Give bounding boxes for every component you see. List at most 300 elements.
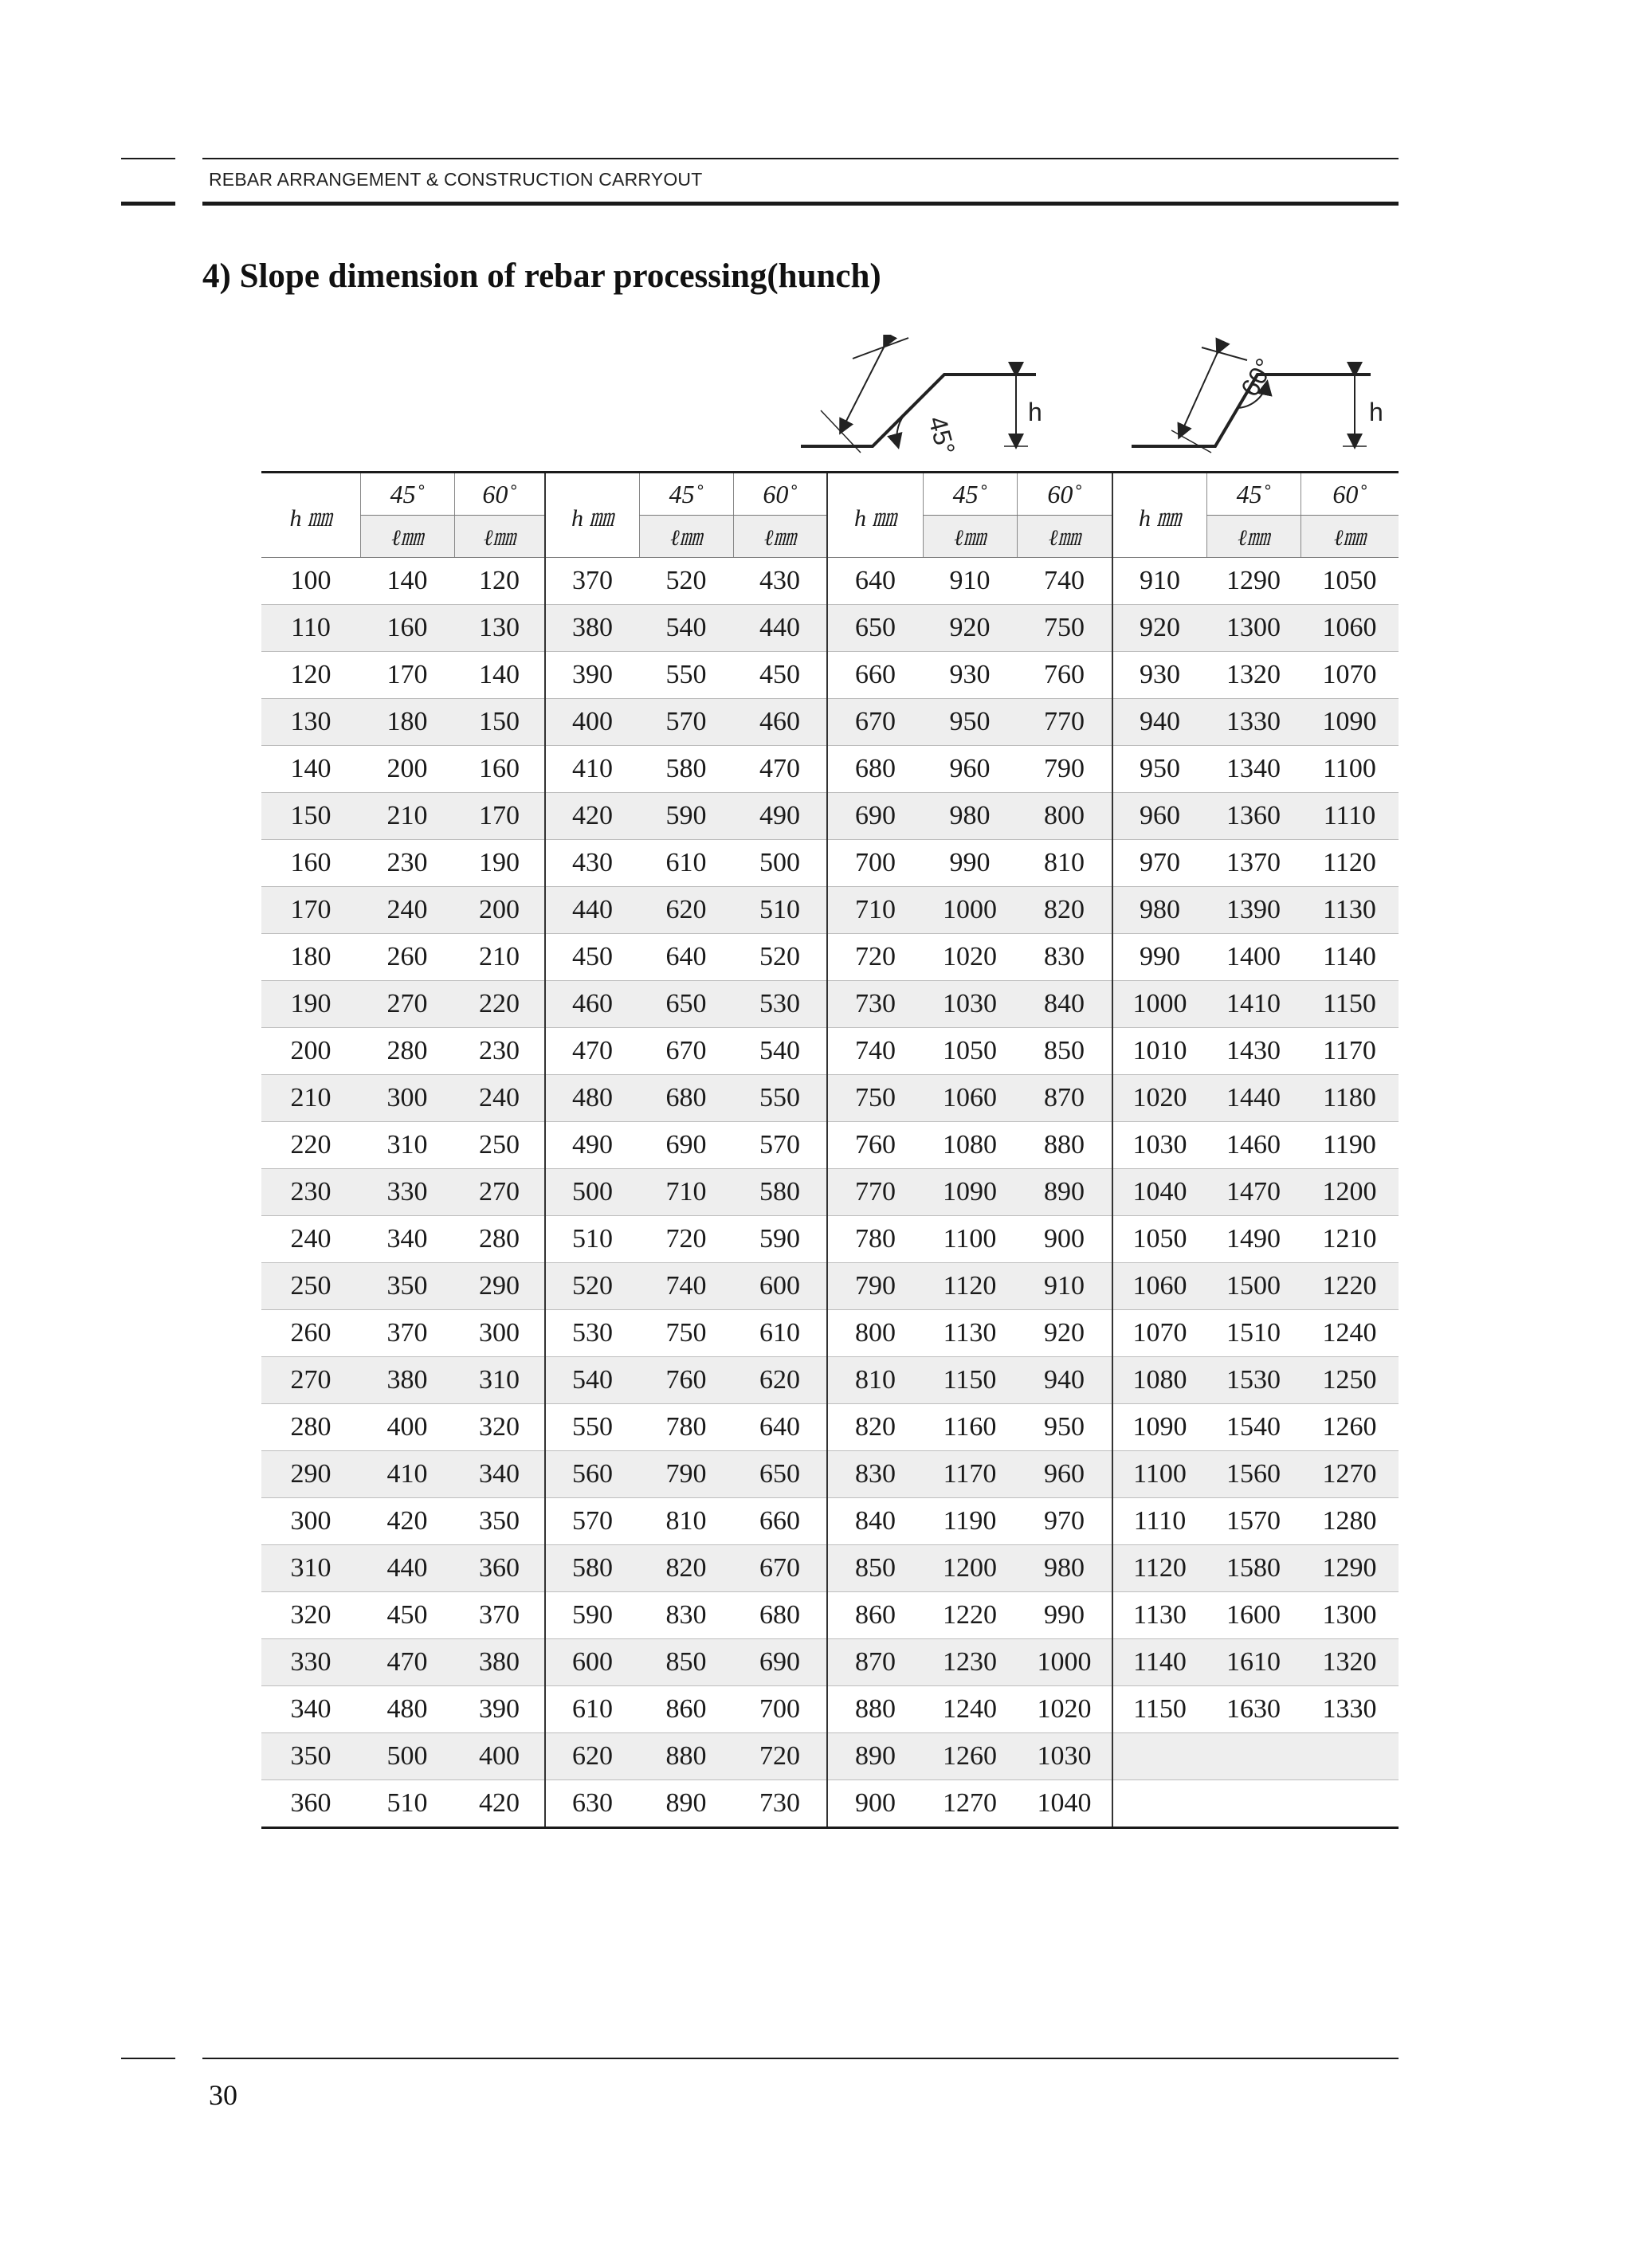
table-cell: 900	[827, 1780, 923, 1828]
table-cell: 1010	[1112, 1028, 1206, 1075]
table-cell: 180	[360, 699, 454, 746]
table-cell: 1190	[923, 1498, 1017, 1545]
table-cell: 820	[1017, 887, 1112, 934]
table-cell: 460	[545, 981, 639, 1028]
table-row	[261, 1498, 1399, 1545]
table-cell: 1080	[923, 1122, 1017, 1169]
table-cell: 1370	[1206, 840, 1300, 887]
header-60-group3: 60˚	[1017, 473, 1112, 516]
table-cell: 1040	[1017, 1780, 1112, 1828]
unit-60-group3: ℓ㎜	[1017, 516, 1112, 558]
table-cell: 1340	[1206, 746, 1300, 793]
table-cell	[1300, 1780, 1399, 1828]
table-cell: 1240	[923, 1686, 1017, 1733]
table-cell: 290	[454, 1263, 545, 1310]
table-cell: 450	[733, 652, 827, 699]
table-cell: 340	[454, 1451, 545, 1498]
table-cell: 1040	[1112, 1169, 1206, 1216]
table-cell: 690	[733, 1639, 827, 1686]
table-cell: 860	[827, 1592, 923, 1639]
table-cell: 370	[360, 1310, 454, 1357]
table-cell: 570	[733, 1122, 827, 1169]
table-cell: 830	[1017, 934, 1112, 981]
table-cell: 980	[923, 793, 1017, 840]
table-cell: 1060	[1300, 605, 1399, 652]
table-cell: 410	[360, 1451, 454, 1498]
table-cell: 1000	[1112, 981, 1206, 1028]
diagram-45	[801, 338, 1042, 458]
table-cell: 650	[827, 605, 923, 652]
table-cell: 1460	[1206, 1122, 1300, 1169]
table-cell: 850	[1017, 1028, 1112, 1075]
table-cell: 680	[827, 746, 923, 793]
table-row	[261, 1545, 1399, 1592]
table-cell: 320	[261, 1592, 360, 1639]
table-cell: 770	[827, 1169, 923, 1216]
table-cell: 230	[360, 840, 454, 887]
table-cell: 1230	[923, 1639, 1017, 1686]
table-cell: 1540	[1206, 1404, 1300, 1451]
table-cell: 1280	[1300, 1498, 1399, 1545]
table-row	[261, 699, 1399, 746]
table-cell: 1110	[1112, 1498, 1206, 1545]
table-cell: 990	[1112, 934, 1206, 981]
table-cell: 400	[545, 699, 639, 746]
table-cell: 120	[454, 558, 545, 605]
table-row	[261, 1357, 1399, 1404]
header-60-group4: 60˚	[1300, 473, 1399, 516]
table-cell: 630	[545, 1780, 639, 1828]
header-45-group3: 45˚	[923, 473, 1017, 516]
length-dimension-60	[1179, 352, 1218, 437]
table-cell	[1206, 1780, 1300, 1828]
table-cell: 860	[639, 1686, 733, 1733]
table-cell: 1180	[1300, 1075, 1399, 1122]
table-cell: 1090	[1300, 699, 1399, 746]
table-cell: 580	[545, 1545, 639, 1592]
table-cell: 430	[545, 840, 639, 887]
table-cell: 730	[827, 981, 923, 1028]
table-cell: 750	[827, 1075, 923, 1122]
table-cell: 490	[545, 1122, 639, 1169]
table-cell: 1100	[1300, 746, 1399, 793]
table-cell: 310	[454, 1357, 545, 1404]
section-title: 4) Slope dimension of rebar processing(hunch)	[202, 257, 881, 295]
table-cell: 580	[733, 1169, 827, 1216]
table-cell: 1220	[923, 1592, 1017, 1639]
unit-60-group1: ℓ㎜	[454, 516, 545, 558]
header-45-group2: 45˚	[639, 473, 733, 516]
table-cell: 910	[1112, 558, 1206, 605]
header-60-group1: 60˚	[454, 473, 545, 516]
table-cell: 1410	[1206, 981, 1300, 1028]
table-cell: 300	[454, 1310, 545, 1357]
table-cell: 270	[360, 981, 454, 1028]
unit-60-group2: ℓ㎜	[733, 516, 827, 558]
table-cell: 400	[360, 1404, 454, 1451]
table-row	[261, 605, 1399, 652]
table-cell: 800	[1017, 793, 1112, 840]
table-cell: 430	[733, 558, 827, 605]
table-row	[261, 1404, 1399, 1451]
table-row	[261, 1075, 1399, 1122]
table-cell: 1070	[1300, 652, 1399, 699]
table-cell: 880	[827, 1686, 923, 1733]
table-cell: 1630	[1206, 1686, 1300, 1733]
table-cell: 1610	[1206, 1639, 1300, 1686]
header-h-group2: h ㎜	[545, 473, 639, 558]
table-cell: 220	[261, 1122, 360, 1169]
table-row	[261, 1780, 1399, 1828]
table-cell: 960	[1017, 1451, 1112, 1498]
table-cell: 670	[827, 699, 923, 746]
table-cell: 990	[923, 840, 1017, 887]
table-cell: 370	[545, 558, 639, 605]
table-cell: 510	[545, 1216, 639, 1263]
table-cell: 730	[733, 1780, 827, 1828]
table-row	[261, 1592, 1399, 1639]
table-cell: 570	[545, 1498, 639, 1545]
table-cell: 270	[261, 1357, 360, 1404]
table-cell: 210	[454, 934, 545, 981]
table-cell: 960	[1112, 793, 1206, 840]
table-cell: 690	[639, 1122, 733, 1169]
table-cell: 300	[360, 1075, 454, 1122]
table-cell: 1270	[923, 1780, 1017, 1828]
table-cell: 200	[360, 746, 454, 793]
table-cell: 850	[639, 1639, 733, 1686]
table-cell: 1490	[1206, 1216, 1300, 1263]
table-cell: 500	[545, 1169, 639, 1216]
table-cell: 320	[454, 1404, 545, 1451]
table-cell: 1260	[1300, 1404, 1399, 1451]
header-rule-bottom-long	[202, 202, 1399, 206]
table-cell: 200	[261, 1028, 360, 1075]
table-cell: 130	[454, 605, 545, 652]
table-cell: 960	[923, 746, 1017, 793]
table-cell: 330	[261, 1639, 360, 1686]
table-cell: 1000	[923, 887, 1017, 934]
table-cell: 850	[827, 1545, 923, 1592]
table-cell: 1170	[1300, 1028, 1399, 1075]
table-cell: 240	[454, 1075, 545, 1122]
table-cell: 480	[545, 1075, 639, 1122]
length-dimension-45	[841, 346, 885, 432]
table-cell: 550	[639, 652, 733, 699]
table-cell: 1290	[1206, 558, 1300, 605]
table-cell: 360	[261, 1780, 360, 1828]
table-cell: 890	[827, 1733, 923, 1780]
table-cell: 140	[454, 652, 545, 699]
table-cell: 1060	[923, 1075, 1017, 1122]
angle-label-45: 45°	[923, 413, 961, 458]
table-cell: 580	[639, 746, 733, 793]
table-cell: 420	[454, 1780, 545, 1828]
table-cell: 270	[454, 1169, 545, 1216]
table-cell: 680	[733, 1592, 827, 1639]
table-cell: 170	[454, 793, 545, 840]
table-cell: 280	[360, 1028, 454, 1075]
table-cell: 470	[360, 1639, 454, 1686]
table-cell: 1100	[1112, 1451, 1206, 1498]
table-cell: 140	[261, 746, 360, 793]
table-cell: 420	[360, 1498, 454, 1545]
table-cell: 880	[1017, 1122, 1112, 1169]
table-cell: 230	[261, 1169, 360, 1216]
table-cell: 920	[923, 605, 1017, 652]
table-cell: 1600	[1206, 1592, 1300, 1639]
table-cell: 330	[360, 1169, 454, 1216]
table-cell: 350	[360, 1263, 454, 1310]
table-cell: 490	[733, 793, 827, 840]
height-label-60: h	[1369, 398, 1383, 426]
table-cell: 970	[1017, 1498, 1112, 1545]
table-cell: 500	[733, 840, 827, 887]
table-cell: 1150	[1112, 1686, 1206, 1733]
table-cell: 600	[733, 1263, 827, 1310]
table-cell: 550	[545, 1404, 639, 1451]
table-cell: 440	[360, 1545, 454, 1592]
table-cell: 280	[454, 1216, 545, 1263]
table-cell: 670	[733, 1545, 827, 1592]
table-cell: 780	[827, 1216, 923, 1263]
table-cell: 540	[639, 605, 733, 652]
table-cell: 1030	[1112, 1122, 1206, 1169]
table-cell: 380	[360, 1357, 454, 1404]
table-cell: 190	[454, 840, 545, 887]
table-cell: 820	[639, 1545, 733, 1592]
table-cell: 260	[360, 934, 454, 981]
table-row	[261, 1686, 1399, 1733]
table-cell: 220	[454, 981, 545, 1028]
table-row	[261, 652, 1399, 699]
table-cell: 1030	[1017, 1733, 1112, 1780]
table-cell: 240	[261, 1216, 360, 1263]
table-cell: 1570	[1206, 1498, 1300, 1545]
ext-line-60-bottom	[1171, 430, 1211, 453]
table-cell: 210	[261, 1075, 360, 1122]
table-cell: 520	[733, 934, 827, 981]
table-cell: 340	[360, 1216, 454, 1263]
table-cell: 380	[454, 1639, 545, 1686]
table-cell: 360	[454, 1545, 545, 1592]
table-cell: 1300	[1206, 605, 1300, 652]
table-row	[261, 934, 1399, 981]
table-cell: 1190	[1300, 1122, 1399, 1169]
table-cell: 940	[1112, 699, 1206, 746]
table-cell: 260	[261, 1310, 360, 1357]
table-cell: 1360	[1206, 793, 1300, 840]
table-cell: 610	[733, 1310, 827, 1357]
table-cell: 450	[545, 934, 639, 981]
table-body	[261, 558, 1399, 1828]
table-cell: 130	[261, 699, 360, 746]
hunch-diagram-svg	[789, 335, 1395, 462]
table-cell: 920	[1112, 605, 1206, 652]
table-cell: 1270	[1300, 1451, 1399, 1498]
table-cell: 510	[360, 1780, 454, 1828]
table-cell: 510	[733, 887, 827, 934]
table-cell: 720	[639, 1216, 733, 1263]
table-cell: 610	[639, 840, 733, 887]
table-cell: 780	[639, 1404, 733, 1451]
table-row	[261, 1451, 1399, 1498]
table-row	[261, 746, 1399, 793]
table-cell: 520	[545, 1263, 639, 1310]
table-cell: 790	[827, 1263, 923, 1310]
table-cell: 250	[454, 1122, 545, 1169]
table-cell: 120	[261, 652, 360, 699]
table-cell: 1580	[1206, 1545, 1300, 1592]
diagram-60	[1132, 347, 1383, 453]
header-60-group2: 60˚	[733, 473, 827, 516]
table-cell: 930	[1112, 652, 1206, 699]
table-cell: 350	[261, 1733, 360, 1780]
table-cell: 1560	[1206, 1451, 1300, 1498]
table-cell: 150	[454, 699, 545, 746]
table-cell: 950	[1017, 1404, 1112, 1451]
table-cell: 530	[733, 981, 827, 1028]
table-cell: 550	[733, 1075, 827, 1122]
height-label-45: h	[1028, 398, 1042, 426]
table-cell: 1200	[923, 1545, 1017, 1592]
table-cell: 840	[1017, 981, 1112, 1028]
table-cell: 1060	[1112, 1263, 1206, 1310]
table-cell: 300	[261, 1498, 360, 1545]
table-cell: 1510	[1206, 1310, 1300, 1357]
table-cell: 910	[923, 558, 1017, 605]
table-cell: 230	[454, 1028, 545, 1075]
table-cell: 460	[733, 699, 827, 746]
table-cell: 1250	[1300, 1357, 1399, 1404]
footer-rule-short	[121, 2058, 175, 2059]
table-cell: 620	[639, 887, 733, 934]
slope-dimension-table	[261, 471, 1399, 1829]
table-cell: 470	[733, 746, 827, 793]
table-cell: 750	[1017, 605, 1112, 652]
header-rule-bottom-short	[121, 202, 175, 206]
table-cell: 1200	[1300, 1169, 1399, 1216]
table-cell: 660	[827, 652, 923, 699]
table-cell: 870	[827, 1639, 923, 1686]
table-row	[261, 1733, 1399, 1780]
table-row	[261, 887, 1399, 934]
table-cell: 310	[261, 1545, 360, 1592]
table-cell: 1210	[1300, 1216, 1399, 1263]
table-cell: 590	[545, 1592, 639, 1639]
table-cell: 1090	[923, 1169, 1017, 1216]
table-cell: 700	[827, 840, 923, 887]
table-cell: 1020	[923, 934, 1017, 981]
table-cell: 1300	[1300, 1592, 1399, 1639]
table-cell: 290	[261, 1451, 360, 1498]
table-cell: 540	[545, 1357, 639, 1404]
table-row	[261, 793, 1399, 840]
table-cell: 1130	[1112, 1592, 1206, 1639]
unit-60-group4: ℓ㎜	[1300, 516, 1399, 558]
table-cell: 980	[1017, 1545, 1112, 1592]
table-cell: 750	[639, 1310, 733, 1357]
table-cell: 660	[733, 1498, 827, 1545]
table-cell: 440	[733, 605, 827, 652]
table-cell: 1050	[923, 1028, 1017, 1075]
table-row	[261, 1216, 1399, 1263]
table-cell: 970	[1112, 840, 1206, 887]
header-45-group1: 45˚	[360, 473, 454, 516]
table-cell	[1300, 1733, 1399, 1780]
table-cell: 1150	[923, 1357, 1017, 1404]
table-cell: 900	[1017, 1216, 1112, 1263]
header-rule-top-short	[121, 158, 175, 159]
table-cell: 410	[545, 746, 639, 793]
table-cell: 640	[827, 558, 923, 605]
ext-line-60-top	[1202, 347, 1247, 360]
table-cell: 810	[827, 1357, 923, 1404]
table-cell: 950	[1112, 746, 1206, 793]
table-cell: 1150	[1300, 981, 1399, 1028]
rebar-bend-45	[801, 375, 1036, 446]
table-cell: 240	[360, 887, 454, 934]
table-cell: 1130	[1300, 887, 1399, 934]
table-cell: 880	[639, 1733, 733, 1780]
table-cell: 600	[545, 1639, 639, 1686]
table-cell: 590	[639, 793, 733, 840]
table-cell: 400	[454, 1733, 545, 1780]
table-cell: 770	[1017, 699, 1112, 746]
table-cell: 420	[545, 793, 639, 840]
table-cell: 1050	[1112, 1216, 1206, 1263]
table-cell: 350	[454, 1498, 545, 1545]
hunch-diagrams	[789, 335, 1395, 466]
header-45-group4: 45˚	[1206, 473, 1300, 516]
table-row	[261, 1310, 1399, 1357]
table-cell: 520	[639, 558, 733, 605]
table-cell: 370	[454, 1592, 545, 1639]
table-cell: 800	[827, 1310, 923, 1357]
table-cell: 200	[454, 887, 545, 934]
table-cell: 380	[545, 605, 639, 652]
table-cell: 340	[261, 1686, 360, 1733]
table-cell: 560	[545, 1451, 639, 1498]
table-cell: 1320	[1206, 652, 1300, 699]
table-cell: 1390	[1206, 887, 1300, 934]
footer-rule-long	[202, 2058, 1399, 2059]
table-cell: 110	[261, 605, 360, 652]
table-cell: 1170	[923, 1451, 1017, 1498]
table-cell: 1530	[1206, 1357, 1300, 1404]
table-cell: 470	[545, 1028, 639, 1075]
table-cell: 640	[733, 1404, 827, 1451]
table-cell: 1020	[1017, 1686, 1112, 1733]
table-cell: 1120	[1300, 840, 1399, 887]
table-cell: 190	[261, 981, 360, 1028]
table-cell: 1070	[1112, 1310, 1206, 1357]
table-cell: 440	[545, 887, 639, 934]
table-cell: 250	[261, 1263, 360, 1310]
unit-45-group4: ℓ㎜	[1206, 516, 1300, 558]
table-cell: 650	[733, 1451, 827, 1498]
table-row	[261, 1028, 1399, 1075]
table-cell: 710	[639, 1169, 733, 1216]
table-cell: 640	[639, 934, 733, 981]
table-cell: 590	[733, 1216, 827, 1263]
table-cell: 740	[639, 1263, 733, 1310]
table-cell: 620	[733, 1357, 827, 1404]
table-cell: 1240	[1300, 1310, 1399, 1357]
table-cell: 480	[360, 1686, 454, 1733]
table-cell: 950	[923, 699, 1017, 746]
table-cell: 1440	[1206, 1075, 1300, 1122]
